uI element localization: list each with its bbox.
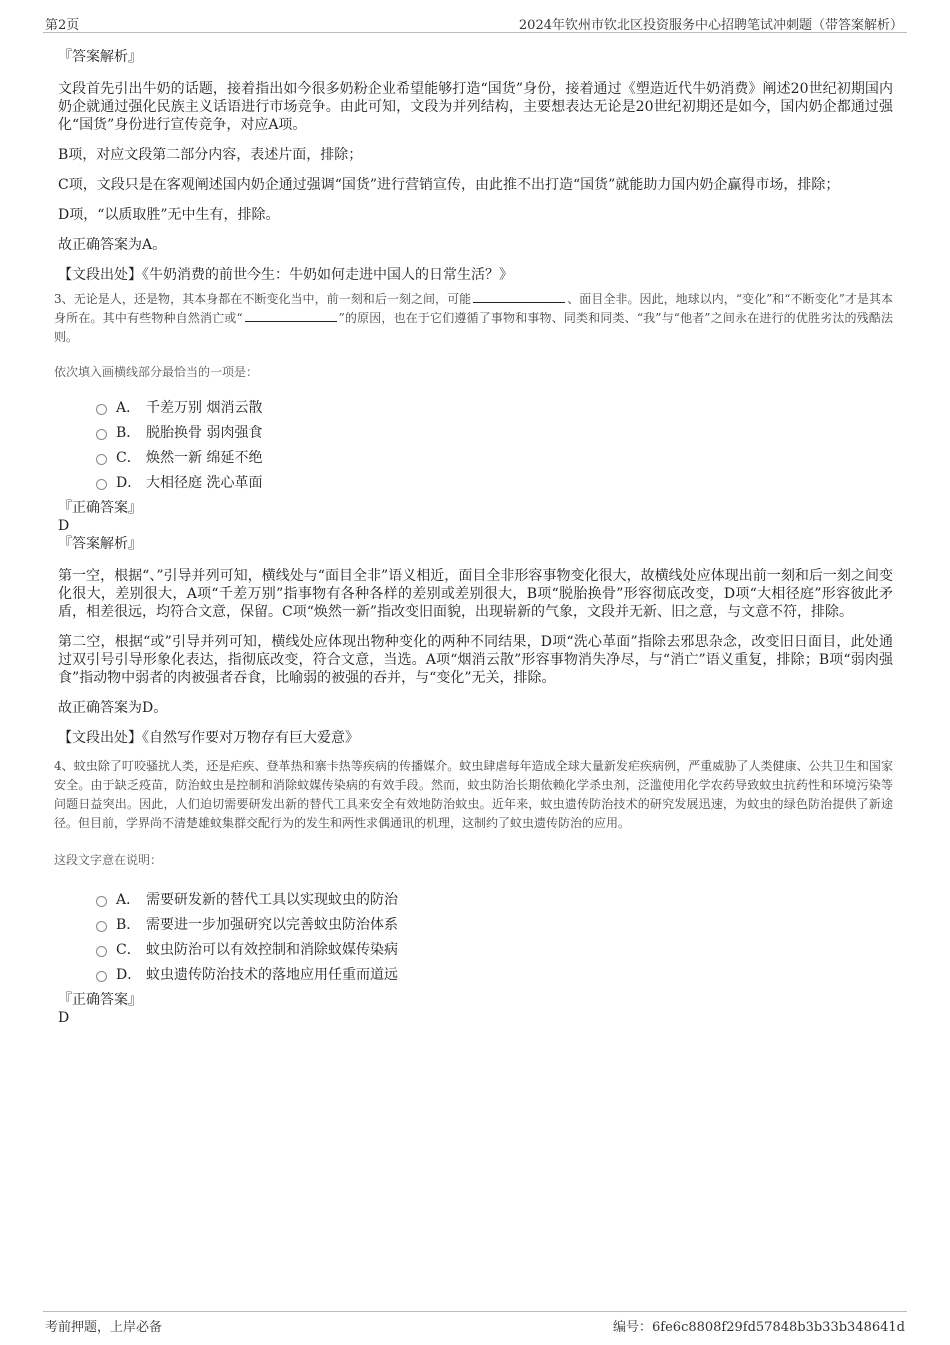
radio-icon[interactable]	[96, 921, 107, 932]
page-header	[43, 12, 907, 33]
footer-slogan: 考前押题，上岸必备	[45, 1320, 163, 1335]
radio-icon[interactable]	[96, 479, 107, 490]
correct-answer: D	[58, 1010, 70, 1026]
answer-conclusion: 故正确答案为A。	[58, 237, 167, 253]
radio-icon[interactable]	[96, 946, 107, 957]
options-list	[96, 887, 893, 987]
correct-answer-label: 『正确答案』	[58, 992, 142, 1008]
option-d[interactable]: D． 大相径庭 洗心革面	[96, 470, 893, 495]
analysis-paragraph: 文段首先引出牛奶的话题，接着指出如今很多奶粉企业希望能够打造“国货”身份，接着通过《塑造近代牛奶消费》阐述20世纪初期国内奶企就通过强化民族主义话语进行市场竞争。由此可知，文段为并列结构，主要想表达无论是20世纪初期还是如今，国内奶企都通过强化“国货”身份进行宣传竞争，对应A项。	[58, 81, 893, 133]
option-c[interactable]: C． 蚊虫防治可以有效控制和消除蚊媒传染病	[96, 937, 893, 962]
analysis-paragraph: C项，文段只是在客观阐述国内奶企通过强调“国货”进行营销宣传，由此推不出打造“国货”就能助力国内奶企赢得市场，排除；	[58, 177, 840, 193]
question-3	[54, 290, 894, 747]
analysis-label: 『答案解析』	[58, 49, 142, 65]
option-c[interactable]: C． 焕然一新 绵延不绝	[96, 445, 893, 470]
passage-source: 【文段出处】《自然写作要对万物存有巨大爱意》	[58, 730, 359, 746]
question-text: 4、蚊虫除了叮咬骚扰人类，还是疟疾、登革热和寨卡热等疾病的传播媒介。蚊虫肆虐每年造成全球大量新发疟疾病例，严重威胁了人类健康、公共卫生和国家安全。由于缺乏疫苗，防治蚊虫是控制和消除蚊媒传染病的有效手段。然而，蚊虫防治长期依赖化学杀虫剂，泛滥使用化学农药导致蚊虫抗药性和环境污染等问题日益突出。因此，人们迫切需要研发出新的替代工具来安全有效地防治蚊虫。近年来，蚊虫遗传防治技术的研究发展迅速，为蚊虫的绿色防治提供了新途径。但目前，学界尚不清楚雄蚊集群交配行为的发生和两性求偶通讯的机理，这制约了蚊虫遗传防治的应用。	[54, 759, 893, 830]
fill-blank	[473, 291, 565, 303]
document-body	[54, 48, 894, 1027]
question-4	[54, 757, 893, 1027]
analysis-paragraph: B项，对应文段第二部分内容，表述片面，排除；	[58, 147, 363, 163]
passage-source: 【文段出处】《牛奶消费的前世今生：牛奶如何走进中国人的日常生活？》	[58, 267, 513, 283]
analysis-label: 『答案解析』	[58, 536, 142, 552]
analysis-paragraph: 第一空，根据“、”引导并列可知，横线处与“面目全非”语义相近，面目全非形容事物变化很大，故横线处应体现出前一刻和后一刻之间变化很大，差别很大，A项“千差万别”指事物有各种各样的差别或差别很大，B项“脱胎换骨”形容彻底改变，D项“大相径庭”形容彼此矛盾，相差很远，均符合文意，保留。C项“焕然一新”指改变旧面貌，出现崭新的气象，文段并无新、旧之意，与文意不符，排除。	[58, 568, 893, 620]
radio-icon[interactable]	[96, 896, 107, 907]
page-number: 第2页	[45, 18, 80, 33]
option-d[interactable]: D． 蚊虫遗传防治技术的落地应用任重而道远	[96, 962, 893, 987]
option-a[interactable]: A． 需要研发新的替代工具以实现蚊虫的防治	[96, 887, 893, 912]
radio-icon[interactable]	[96, 454, 107, 465]
radio-icon[interactable]	[96, 404, 107, 415]
option-b[interactable]: B． 脱胎换骨 弱肉强食	[96, 420, 893, 445]
question-text: 3、无论是人，还是物，其本身都在不断变化当中，前一刻和后一刻之间，可能 、面目全非。因此，地球以内，“变化”和“不断变化”才是其本身所在。其中有些物种自然消亡或“ ”的原因，也在于它们遵循了事物和事物、同类和同类、“我”与“他者”之间永在进行的优胜劣汰的残酷法则。	[54, 292, 894, 344]
fill-blank	[245, 310, 337, 322]
question-prompt: 这段文字意在说明：	[54, 853, 163, 867]
analysis-paragraph: D项，“以质取胜”无中生有，排除。	[58, 207, 280, 223]
question-prompt: 依次填入画横线部分最恰当的一项是：	[54, 365, 259, 379]
page-footer	[43, 1311, 907, 1336]
analysis-paragraph: 第二空，根据“或”引导并列可知，横线处应体现出物种变化的两种不同结果，D项“洗心革面”指除去邪思杂念，改变旧日面目，此处通过双引号引导形象化表达，指彻底改变，符合文意，当选。A项“烟消云散”形容事物消失净尽，与“消亡”语义重复，排除；B项“弱肉强食”指动物中弱者的肉被强者吞食，比喻弱的被强的吞并，与“变化”无关，排除。	[58, 634, 893, 686]
q2-analysis-section	[58, 48, 893, 284]
answer-conclusion: 故正确答案为D。	[58, 700, 168, 716]
radio-icon[interactable]	[96, 429, 107, 440]
correct-answer: D	[58, 518, 70, 534]
options-list	[96, 395, 893, 495]
document-title: 2024年钦州市钦北区投资服务中心招聘笔试冲刺题（带答案解析）	[518, 18, 903, 33]
correct-answer-label: 『正确答案』	[58, 500, 142, 516]
radio-icon[interactable]	[96, 971, 107, 982]
option-a[interactable]: A． 千差万别 烟消云散	[96, 395, 893, 420]
option-b[interactable]: B． 需要进一步加强研究以完善蚊虫防治体系	[96, 912, 893, 937]
document-code: 编号：6fe6c8808f29fd57848b3b33b348641d	[613, 1320, 905, 1335]
